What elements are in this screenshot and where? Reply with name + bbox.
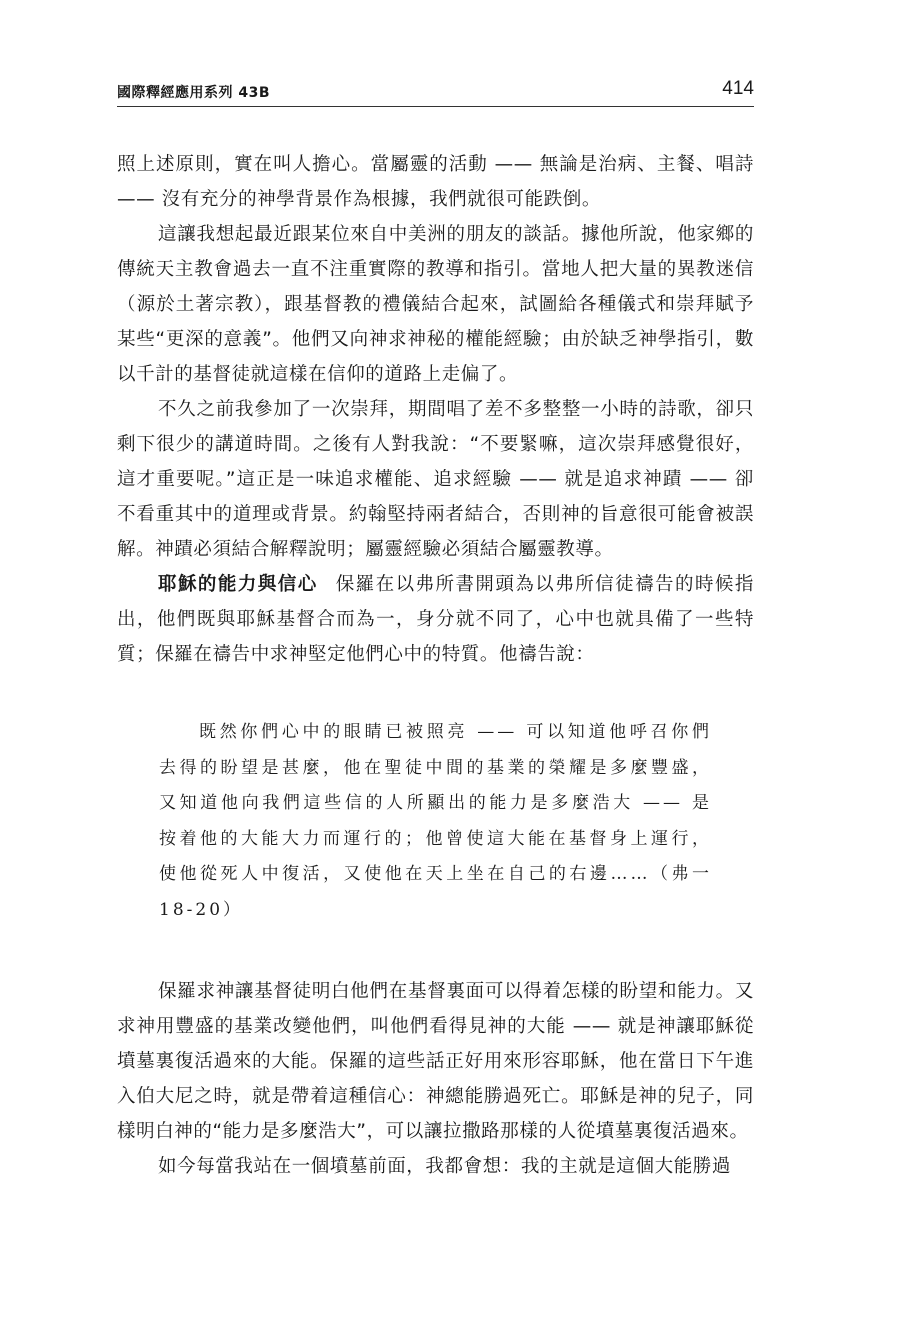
page-number: 414: [722, 78, 754, 99]
body-text: [117, 147, 754, 1184]
paragraph-5: 保羅求神讓基督徒明白他們在基督裏面可以得着怎樣的盼望和能力。又求神用豐盛的基業改變他們，叫他們看得見神的大能 —— 就是神讓耶穌從墳墓裏復活過來的大能。保羅的這些話正好用來形容耶穌，他在當日下午進入伯大尼之時，就是帶着這種信心：神總能勝過死亡。耶穌是神的兒子，同樣明白神的“能力是多麼浩大”，可以讓拉撒路那樣的人從墳墓裏復活過來。: [117, 981, 754, 1142]
paragraph-6: 如今每當我站在一個墳墓前面，我都會想：我的主就是這個大能勝過: [158, 1156, 732, 1177]
scripture-quote: 既然你們心中的眼睛已被照亮 —— 可以知道他呼召你們去得的盼望是甚麼，他在聖徒中間的基業的榮耀是多麼豐盛，又知道他向我們這些信的人所顯出的能力是多麼浩大 —— 是按着他的大能大力而運行的；他曾使這大能在基督身上運行，使他從死人中復活，又使他在天上坐在自己的右邊……（弗一18-20）: [159, 722, 712, 920]
paragraph-4: [117, 567, 754, 672]
section-heading: 耶穌的能力與信心: [158, 574, 318, 595]
paragraph-4-text: 保羅在以弗所書開頭為以弗所信徒禱告的時候指出，他們既與耶穌基督合而為一，身分就不同了，心中也就具備了一些特質；保羅在禱告中求神堅定他們心中的特質。他禱告說：: [117, 574, 754, 665]
running-head: [117, 80, 754, 107]
paragraph-2: 這讓我想起最近跟某位來自中美洲的朋友的談話。據他所說，他家鄉的傳統天主教會過去一直不注重實際的教導和指引。當地人把大量的異教迷信（源於土著宗教），跟基督教的禮儀結合起來，試圖給各種儀式和崇拜賦予某些“更深的意義”。他們又向神求神秘的權能經驗；由於缺乏神學指引，數以千計的基督徒就這樣在信仰的道路上走偏了。: [117, 224, 754, 385]
series-title: 國際釋經應用系列 43B: [117, 85, 271, 101]
paragraph-1: 照上述原則，實在叫人擔心。當屬靈的活動 —— 無論是治病、主餐、唱詩 —— 沒有充分的神學背景作為根據，我們就很可能跌倒。: [117, 154, 754, 210]
paragraph-3: 不久之前我參加了一次崇拜，期間唱了差不多整整一小時的詩歌，卻只剩下很少的講道時間。之後有人對我說：“不要緊嘛，這次崇拜感覺很好，這才重要呢。”這正是一味追求權能、追求經驗 —— 就是追求神蹟 —— 卻不看重其中的道理或背景。約翰堅持兩者結合，否則神的旨意很可能會被誤解。神蹟必須結合解釋說明；屬靈經驗必須結合屬靈教導。: [117, 399, 754, 560]
